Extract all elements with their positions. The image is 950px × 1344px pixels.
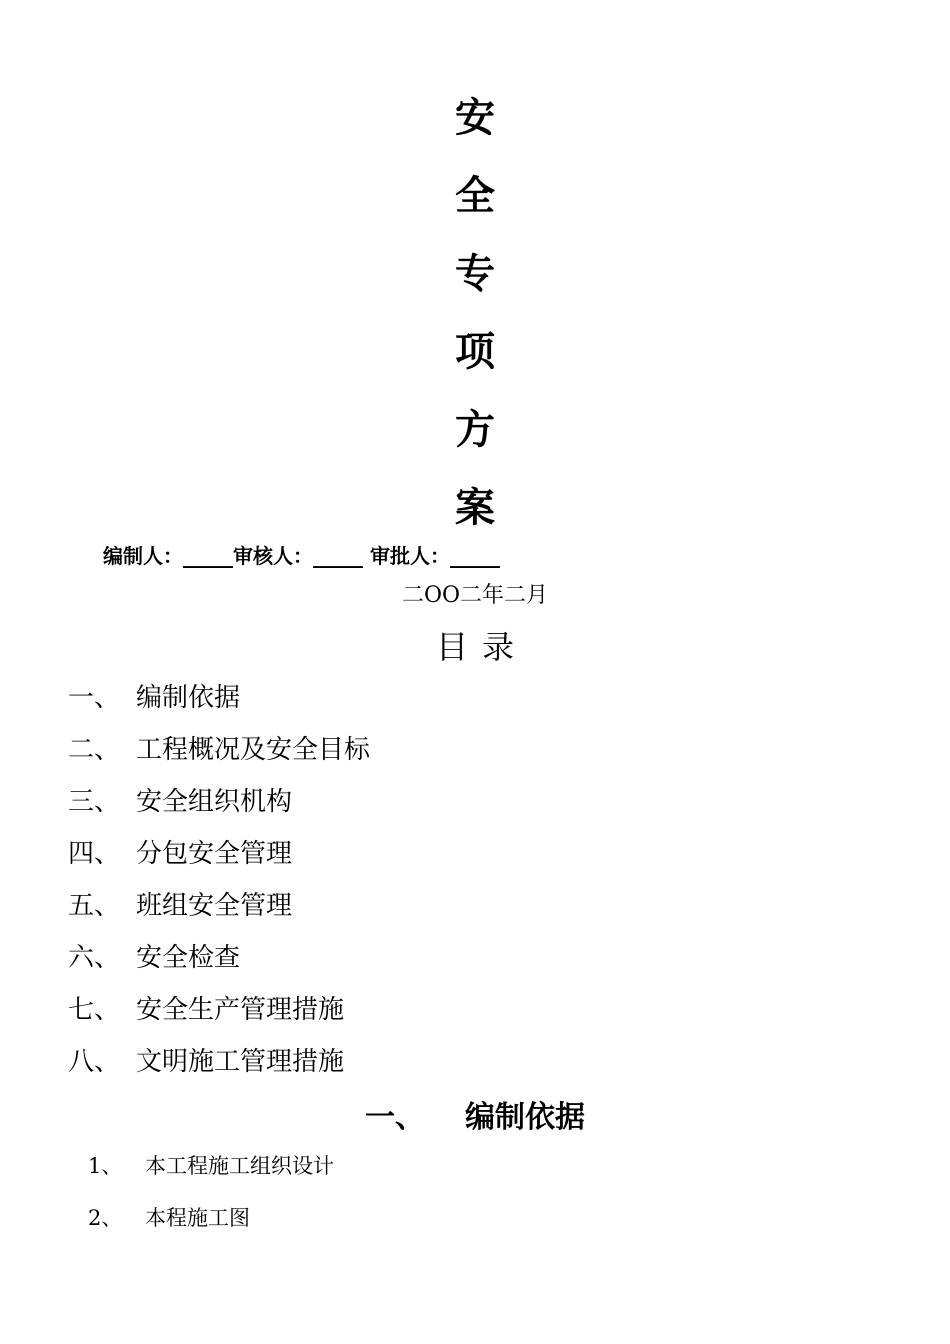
- toc-item: [68, 1042, 370, 1094]
- toc-item: [68, 782, 370, 834]
- toc-item-number: 八、: [68, 1047, 121, 1077]
- toc-item: [68, 938, 370, 990]
- toc-title: 目录: [435, 628, 528, 666]
- section-title: 编制依据: [465, 1100, 585, 1135]
- list-item: [88, 1200, 334, 1252]
- toc-item: [68, 886, 370, 938]
- reviewer-label: 审核人：: [233, 544, 313, 568]
- title-char: 安: [455, 95, 495, 141]
- toc-item-number: 六、: [68, 943, 121, 973]
- title-char: 方: [455, 407, 495, 453]
- toc-item: [68, 834, 370, 886]
- list-item-number: 2、: [88, 1206, 123, 1230]
- toc-item-label: 编制依据: [136, 683, 241, 713]
- compiler-blank: _____: [183, 544, 233, 568]
- toc-item-label: 安全生产管理措施: [136, 995, 345, 1025]
- compiler-label: 编制人：: [103, 544, 183, 568]
- section-heading: [0, 1092, 950, 1136]
- title-char: 专: [455, 251, 495, 297]
- approver-label: 审批人：: [369, 544, 450, 568]
- toc-item-label: 安全检查: [136, 943, 241, 973]
- toc-list: [68, 678, 370, 1094]
- toc-item-number: 五、: [68, 891, 121, 921]
- title-char: 案: [455, 485, 495, 531]
- section-number: 一、: [365, 1100, 425, 1135]
- toc-item-number: 三、: [68, 787, 121, 817]
- list-item: [88, 1148, 334, 1200]
- basis-list: [88, 1148, 334, 1252]
- document-date: 二OO二年二月: [401, 583, 549, 608]
- toc-item-number: 七、: [68, 995, 121, 1025]
- title-char: 全: [455, 173, 495, 219]
- document-title: [0, 88, 950, 556]
- toc-item-number: 一、: [68, 683, 121, 713]
- signature-line: [103, 540, 500, 569]
- list-item-label: 本程施工图: [145, 1206, 250, 1230]
- toc-item-label: 文明施工管理措施: [136, 1047, 345, 1077]
- toc-item: [68, 990, 370, 1042]
- toc-item-label: 工程概况及安全目标: [136, 735, 371, 765]
- toc-item-number: 二、: [68, 735, 121, 765]
- toc-item-label: 安全组织机构: [136, 787, 293, 817]
- toc-item: [68, 730, 370, 782]
- list-item-number: 1、: [88, 1154, 123, 1178]
- toc-item: [68, 678, 370, 730]
- toc-item-number: 四、: [68, 839, 121, 869]
- approver-blank: _____: [449, 544, 500, 568]
- toc-item-label: 分包安全管理: [136, 839, 293, 869]
- list-item-label: 本工程施工组织设计: [145, 1154, 334, 1178]
- toc-item-label: 班组安全管理: [136, 891, 293, 921]
- reviewer-blank: _____: [313, 544, 363, 568]
- title-char: 项: [455, 329, 495, 375]
